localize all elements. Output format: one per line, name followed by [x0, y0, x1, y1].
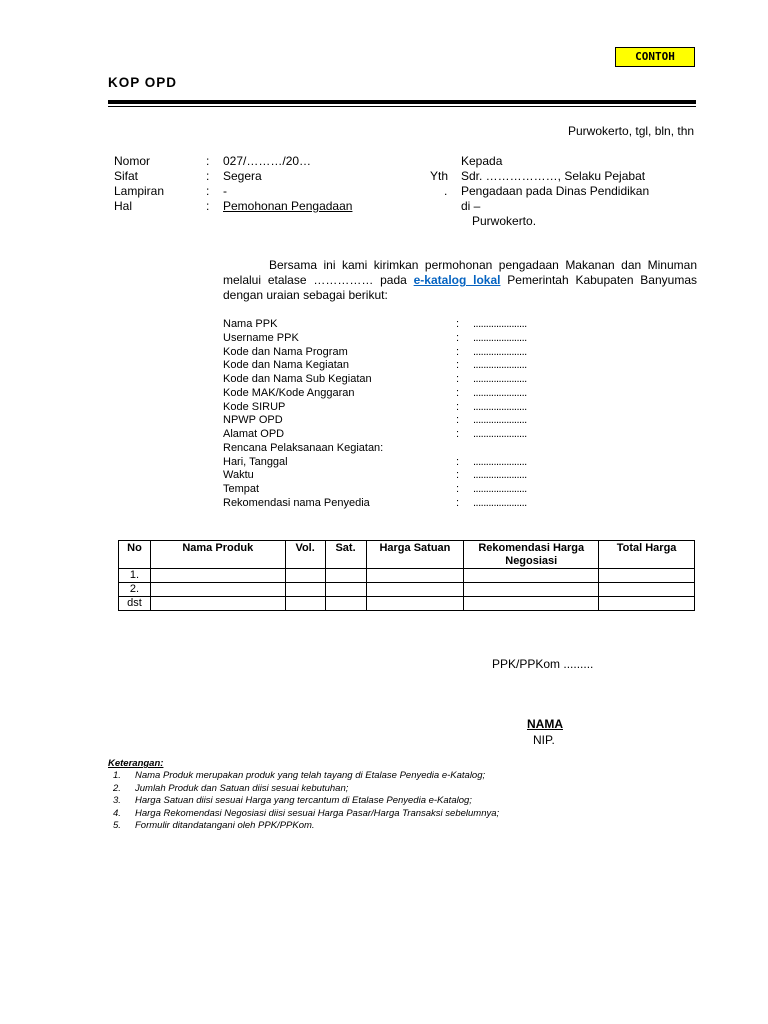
field-colon: : [456, 400, 460, 413]
table-cell [285, 597, 325, 611]
contoh-stamp: CONTOH [615, 47, 695, 67]
column-header: Vol. [285, 541, 325, 569]
table-cell: dst [119, 597, 151, 611]
place-date: Purwokerto, tgl, bln, thn [568, 124, 695, 138]
recipient-line3: di – [461, 199, 481, 213]
table-row [119, 583, 695, 597]
field-label: Username PPK [223, 331, 299, 344]
meta-value: - [223, 184, 227, 198]
field-colon: : [456, 496, 460, 509]
note-number: 5. [113, 820, 121, 832]
table-cell: 2. [119, 583, 151, 597]
table-cell [599, 569, 695, 583]
field-label: Kode dan Nama Program [223, 345, 348, 358]
table-cell [464, 597, 599, 611]
header-rule-thick [108, 100, 696, 104]
field-value-placeholder: ..................... [473, 331, 527, 344]
signature-name: NAMA [527, 717, 563, 731]
field-label: Hari, Tanggal [223, 455, 288, 468]
meta-label: Lampiran [114, 184, 165, 198]
product-table [118, 540, 695, 611]
field-label: Kode SIRUP [223, 400, 286, 413]
recipient-line1: Sdr. ………………, Selaku Pejabat [461, 169, 646, 183]
column-header: Nama Produk [150, 541, 285, 569]
signature-nip: NIP. [533, 733, 555, 747]
table-cell [150, 597, 285, 611]
recipient-line2: Pengadaan pada Dinas Pendidikan [461, 184, 650, 198]
recipient-to: Kepada [461, 154, 503, 168]
field-value-placeholder: ..................... [473, 496, 527, 509]
table-cell [325, 569, 366, 583]
note-text: Harga Rekomendasi Negosiasi diisi sesuai Harga Pasar/Harga Transaksi sebelumnya; [135, 807, 500, 819]
table-row [119, 569, 695, 583]
field-colon: : [456, 359, 460, 372]
field-value-placeholder: ..................... [473, 400, 527, 413]
meta-colon: : [206, 184, 210, 198]
field-value-placeholder: ..................... [473, 359, 527, 372]
table-cell [285, 583, 325, 597]
meta-label: Nomor [114, 154, 151, 168]
field-label: Kode dan Nama Sub Kegiatan [223, 373, 372, 385]
field-label: Tempat [223, 483, 260, 495]
column-header: No [119, 541, 151, 569]
field-label: NPWP OPD [223, 414, 283, 427]
paragraph-part1: Bersama ini kami kirimkan permohonan pengadaan Makanan dan Minuman melalui etalase …………… pada [223, 258, 697, 287]
field-label: Alamat OPD [223, 428, 285, 440]
meta-value: Segera [223, 169, 262, 183]
field-colon: : [456, 469, 460, 482]
table-cell [325, 597, 366, 611]
field-colon: : [456, 373, 460, 385]
table-header-row [119, 541, 695, 569]
note-text: Nama Produk merupakan produk yang telah tayang di Etalase Penyedia e-Katalog; [135, 770, 486, 781]
note-text: Harga Satuan diisi sesuai Harga yang tercantum di Etalase Penyedia e-Katalog; [135, 795, 472, 807]
note-number: 2. [113, 782, 121, 794]
meta-colon: : [206, 199, 210, 213]
meta-colon: : [206, 169, 210, 183]
note-number: 3. [113, 795, 121, 807]
field-colon: : [456, 318, 460, 330]
field-value-placeholder: ..................... [473, 469, 527, 482]
meta-label: Hal [114, 199, 133, 213]
field-value-placeholder: ..................... [473, 345, 527, 358]
body-paragraph [223, 258, 697, 303]
field-value-placeholder: ..................... [473, 455, 527, 468]
field-colon: : [456, 414, 460, 427]
field-label: Nama PPK [223, 318, 278, 330]
table-cell [150, 583, 285, 597]
column-header: Harga Satuan [366, 541, 464, 569]
field-label: Rencana Pelaksanaan Kegiatan: [223, 441, 384, 454]
field-colon: : [456, 331, 460, 344]
table-cell [366, 597, 464, 611]
field-label: Kode dan Nama Kegiatan [223, 359, 349, 372]
note-text: Formulir ditandatangani oleh PPK/PPKom. [135, 820, 315, 832]
field-colon: : [456, 428, 460, 440]
recipient-yth: Yth [430, 169, 449, 183]
e-katalog-link[interactable]: e-katalog lokal [413, 273, 501, 287]
kop-title: KOP OPD [108, 75, 178, 90]
notes-title: Keterangan: [108, 758, 164, 769]
field-value-placeholder: ..................... [473, 414, 527, 427]
meta-label: Sifat [114, 169, 139, 183]
field-label: Kode MAK/Kode Anggaran [223, 386, 355, 399]
table-cell [599, 597, 695, 611]
meta-value: 027/………/20… [223, 154, 312, 168]
recipient-line4: Purwokerto. [472, 214, 537, 228]
table-cell: 1. [119, 569, 151, 583]
table-cell [464, 569, 599, 583]
column-header: Sat. [325, 541, 366, 569]
field-colon: : [456, 386, 460, 399]
meta-value: Pemohonan Pengadaan [223, 199, 353, 213]
field-colon: : [456, 483, 460, 495]
paragraph-part2: Pemerintah Kabupaten Banyumas dengan uraian sebagai berikut: [223, 273, 697, 302]
table-cell [325, 583, 366, 597]
column-header: Total Harga [599, 541, 695, 569]
field-value-placeholder: ..................... [473, 318, 527, 330]
table-row [119, 597, 695, 611]
note-number: 1. [113, 770, 121, 781]
field-value-placeholder: ..................... [473, 428, 527, 440]
recipient-dot: . [444, 184, 448, 198]
signature-role: PPK/PPKom ......... [492, 657, 594, 671]
column-header: Rekomendasi Harga Negosiasi [464, 541, 599, 569]
table-cell [285, 569, 325, 583]
field-value-placeholder: ..................... [473, 483, 527, 495]
table-cell [150, 569, 285, 583]
meta-colon: : [206, 154, 210, 168]
field-label: Rekomendasi nama Penyedia [223, 496, 370, 509]
field-value-placeholder: ..................... [473, 373, 527, 385]
field-colon: : [456, 345, 460, 358]
field-label: Waktu [223, 469, 254, 482]
table-cell [366, 569, 464, 583]
field-colon: : [456, 455, 460, 468]
table-cell [464, 583, 599, 597]
table-cell [599, 583, 695, 597]
header-rule-thin [108, 106, 696, 107]
field-value-placeholder: ..................... [473, 386, 527, 399]
table-cell [366, 583, 464, 597]
note-text: Jumlah Produk dan Satuan diisi sesuai kebutuhan; [135, 782, 349, 794]
note-number: 4. [113, 807, 121, 819]
